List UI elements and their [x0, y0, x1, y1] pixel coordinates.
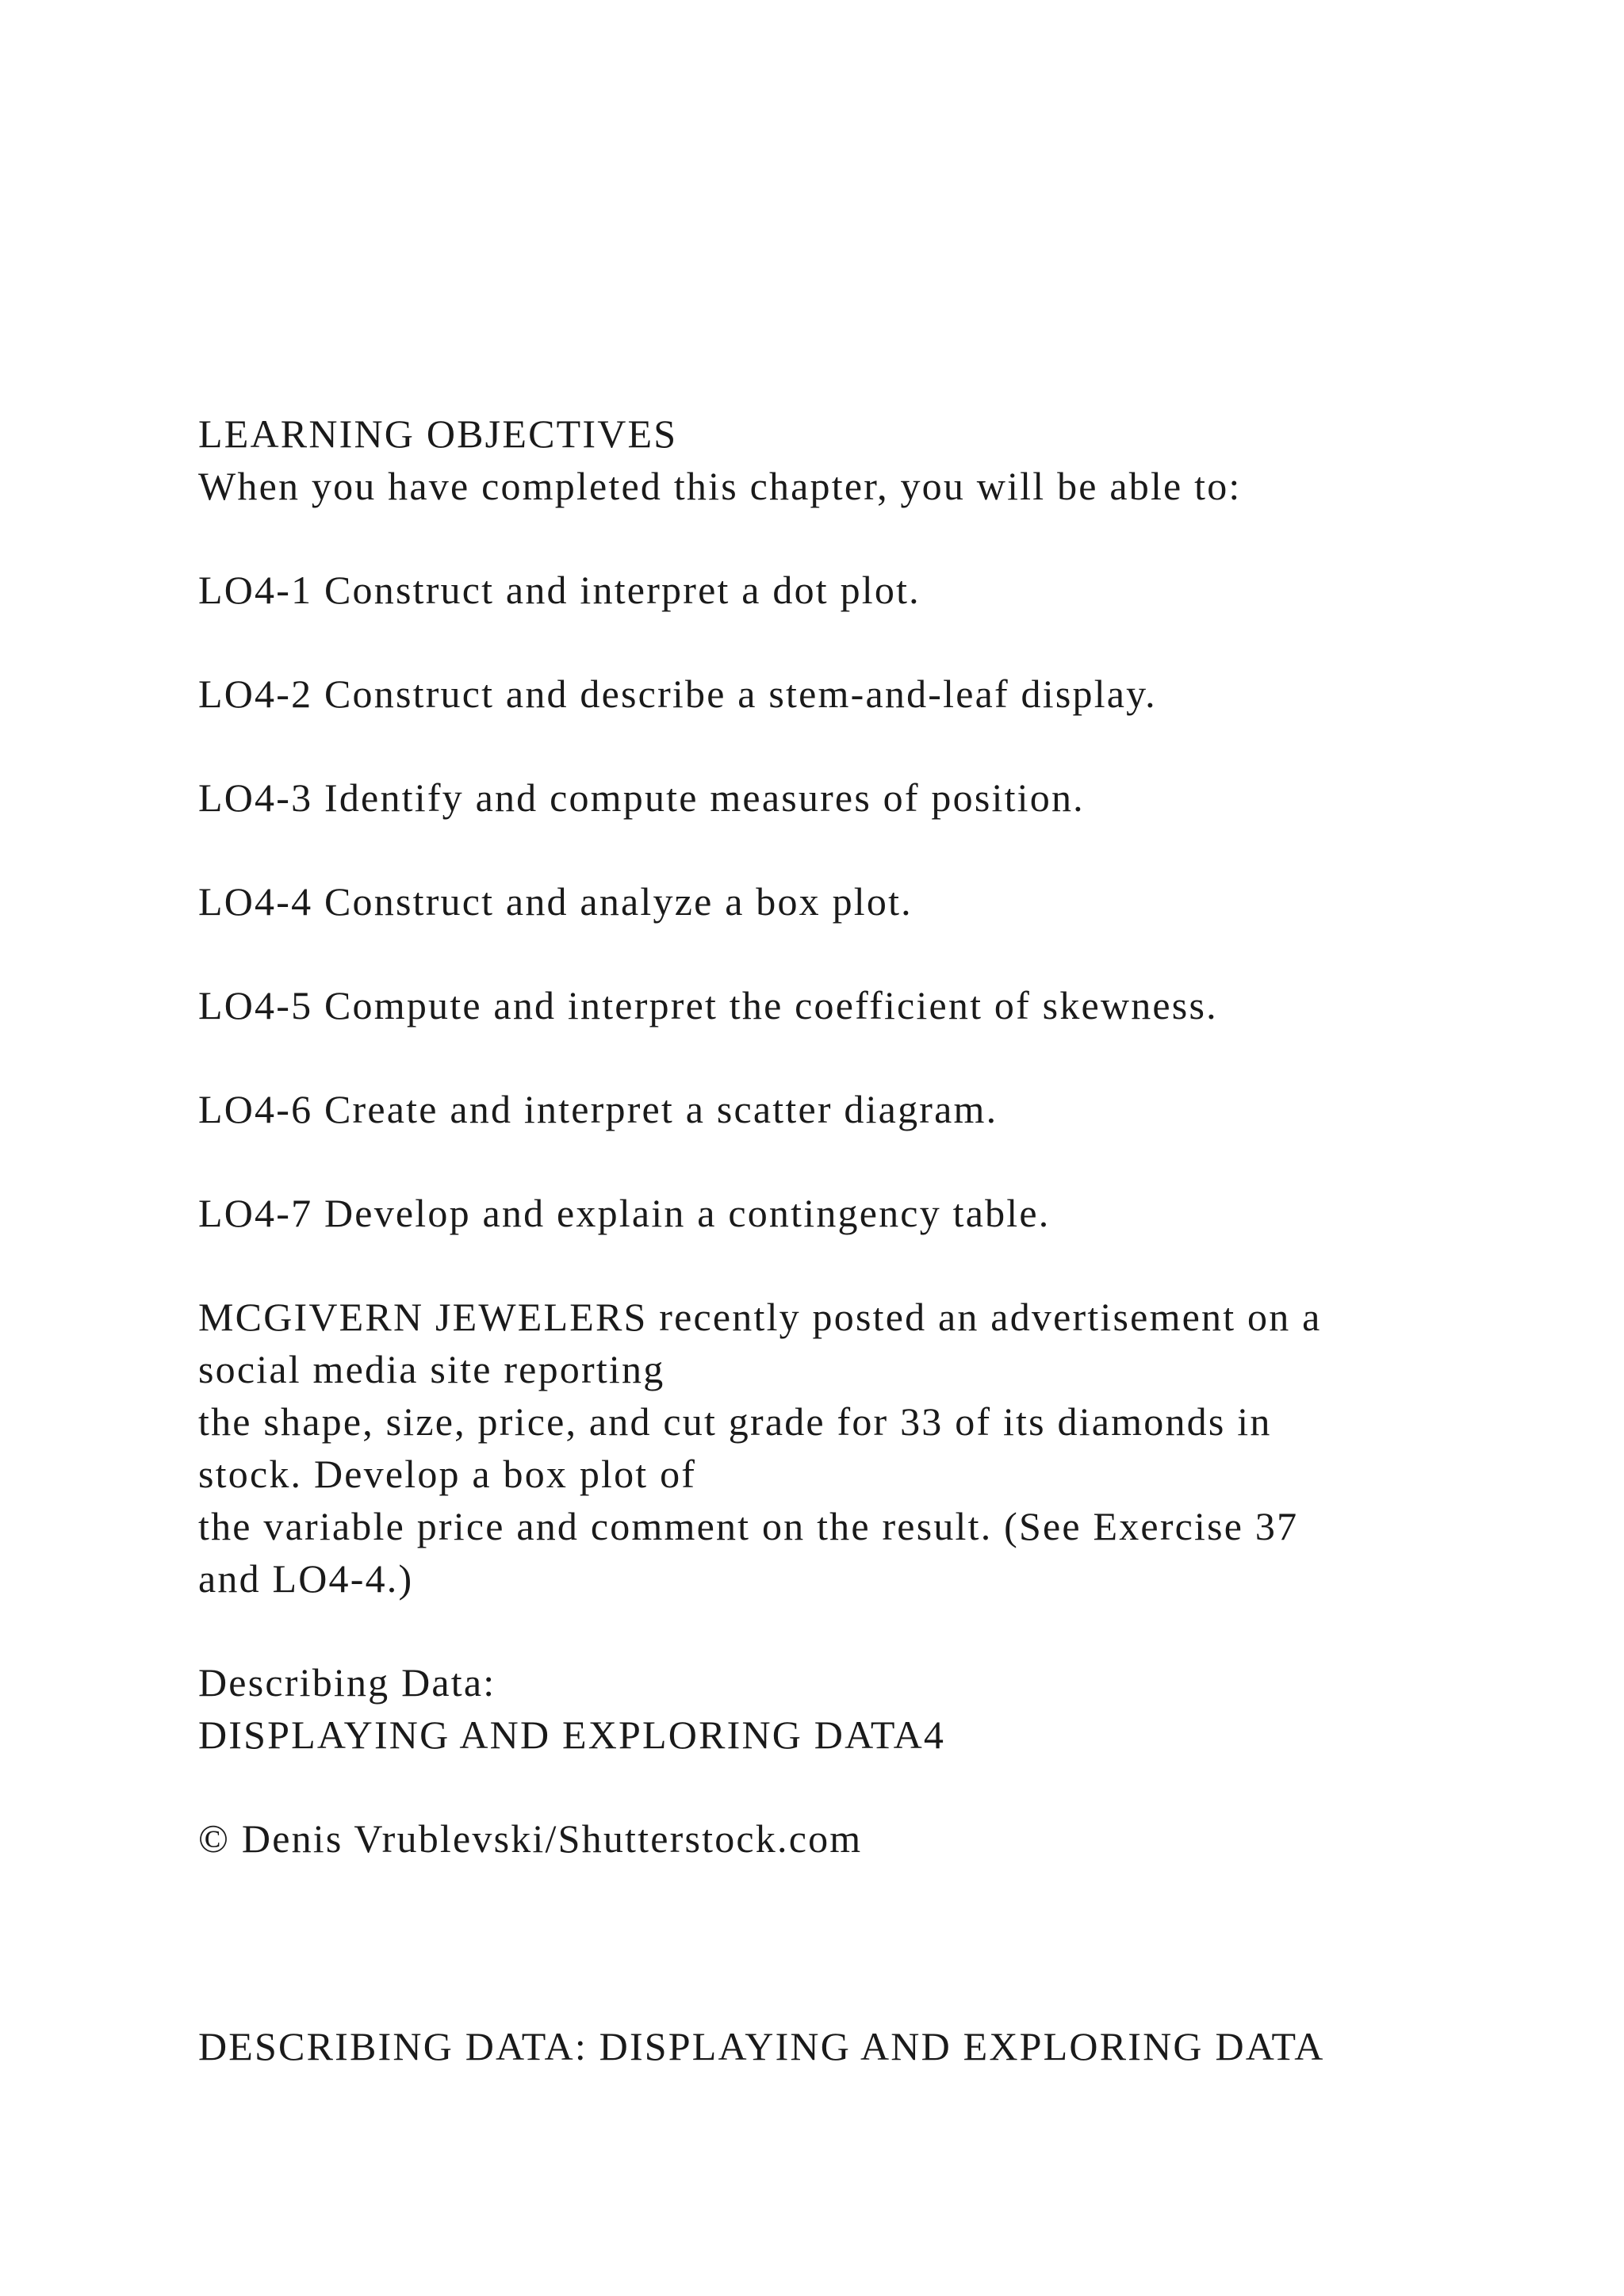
learning-objectives-heading: LEARNING OBJECTIVES: [198, 411, 678, 456]
objective-lo4-3: LO4-3 Identify and compute measures of position.: [198, 775, 1085, 820]
case-line: MCGIVERN JEWELERS recently posted an advertisement on a: [198, 1295, 1322, 1339]
case-line: stock. Develop a box plot of: [198, 1452, 697, 1496]
chapter-title-line: Describing Data:: [198, 1660, 496, 1705]
objective-lo4-5: LO4-5 Compute and interpret the coefficient of skewness.: [198, 983, 1218, 1027]
objective-lo4-4: LO4-4 Construct and analyze a box plot.: [198, 879, 913, 924]
case-line: and LO4-4.): [198, 1556, 414, 1601]
case-line: the shape, size, price, and cut grade for 33 of its diamonds in: [198, 1399, 1272, 1444]
chapter-title-line: DISPLAYING AND EXPLORING DATA4: [198, 1712, 946, 1757]
running-title: DESCRIBING DATA: DISPLAYING AND EXPLORING DATA: [198, 2024, 1325, 2068]
objective-lo4-7: LO4-7 Develop and explain a contingency table.: [198, 1191, 1051, 1235]
objective-lo4-1: LO4-1 Construct and interpret a dot plot.: [198, 568, 921, 612]
photo-credit: © Denis Vrublevski/Shutterstock.com: [198, 1816, 863, 1861]
objective-lo4-2: LO4-2 Construct and describe a stem-and-leaf display.: [198, 672, 1157, 716]
case-line: social media site reporting: [198, 1347, 665, 1391]
intro-text: When you have completed this chapter, you will be able to:: [198, 464, 1242, 508]
objective-lo4-6: LO4-6 Create and interpret a scatter diagram.: [198, 1087, 998, 1131]
case-line: the variable price and comment on the result. (See Exercise 37: [198, 1504, 1299, 1548]
